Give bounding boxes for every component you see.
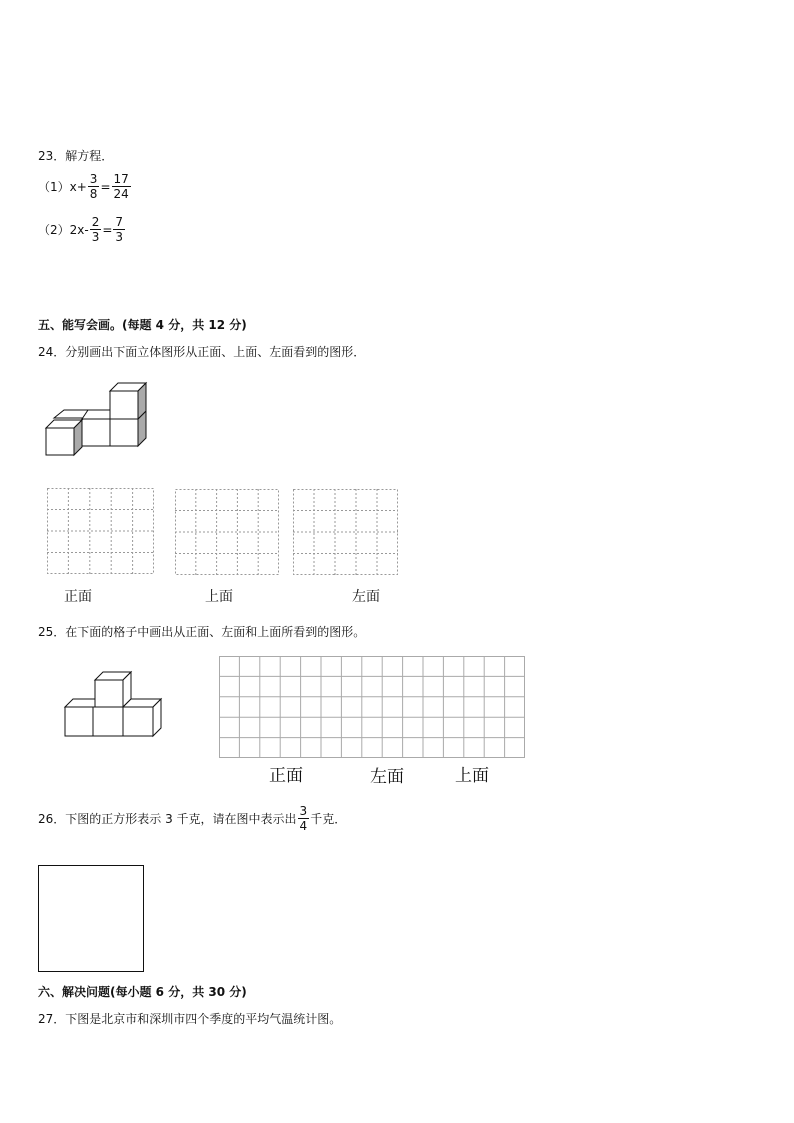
q26-suffix: 千克． <box>310 811 347 826</box>
eq1-numerator-right: 17 <box>113 172 129 186</box>
q24-grid-front <box>47 488 154 574</box>
q25-label-top: 上面 <box>455 766 489 786</box>
eq1-fraction-right <box>112 173 131 200</box>
eq1-fraction-left <box>88 173 100 200</box>
eq2-prefix: （2）2x- <box>38 222 89 237</box>
q26-fraction <box>298 805 310 832</box>
section-5-heading: 五、能写会画。(每题 4 分，共 12 分) <box>38 318 247 332</box>
eq1-prefix: （1）x+ <box>38 179 87 194</box>
q24-grid-left <box>293 489 398 575</box>
q24-title: 24．分别画出下面立体图形从正面、上面、左面看到的图形． <box>38 345 366 359</box>
eq1-numerator-left: 3 <box>89 172 98 186</box>
eq2-equals: = <box>102 222 113 237</box>
q24-cube-figure <box>40 378 160 460</box>
eq2-fraction-right <box>113 216 125 243</box>
q24-label-top: 上面 <box>205 589 233 605</box>
eq2-numerator-left: 2 <box>91 215 100 229</box>
q24-label-left: 左面 <box>352 589 380 605</box>
section-6-heading: 六、解决问题(每小题 6 分，共 30 分) <box>38 985 247 999</box>
q25-cube-figure <box>62 670 166 740</box>
eq2-denominator-right: 3 <box>115 230 124 244</box>
q24-grid-top <box>175 489 279 575</box>
eq1-equals: = <box>100 179 111 194</box>
q25-label-left: 左面 <box>370 767 404 787</box>
q26-prefix: 26．下图的正方形表示 3 千克，请在图中表示出 <box>38 811 297 826</box>
q26-numerator: 3 <box>299 804 308 818</box>
q26-text <box>38 805 346 832</box>
eq1-denominator-left: 8 <box>89 187 98 201</box>
eq2-fraction-left <box>90 216 102 243</box>
q25-answer-grid <box>219 656 525 758</box>
eq1-denominator-right: 24 <box>113 187 129 201</box>
eq2-denominator-left: 3 <box>91 230 100 244</box>
q24-label-front: 正面 <box>64 589 92 605</box>
q26-denominator: 4 <box>299 819 308 833</box>
q23-equation-2 <box>38 216 126 243</box>
q23-equation-1 <box>38 173 132 200</box>
q27-title: 27．下图是北京市和深圳市四个季度的平均气温统计图。 <box>38 1012 342 1026</box>
q25-title: 25．在下面的格子中画出从正面、左面和上面所看到的图形。 <box>38 625 366 639</box>
q25-label-front: 正面 <box>269 766 303 786</box>
eq2-numerator-right: 7 <box>115 215 124 229</box>
q26-square <box>38 865 144 972</box>
q23-title: 23．解方程． <box>38 149 114 163</box>
